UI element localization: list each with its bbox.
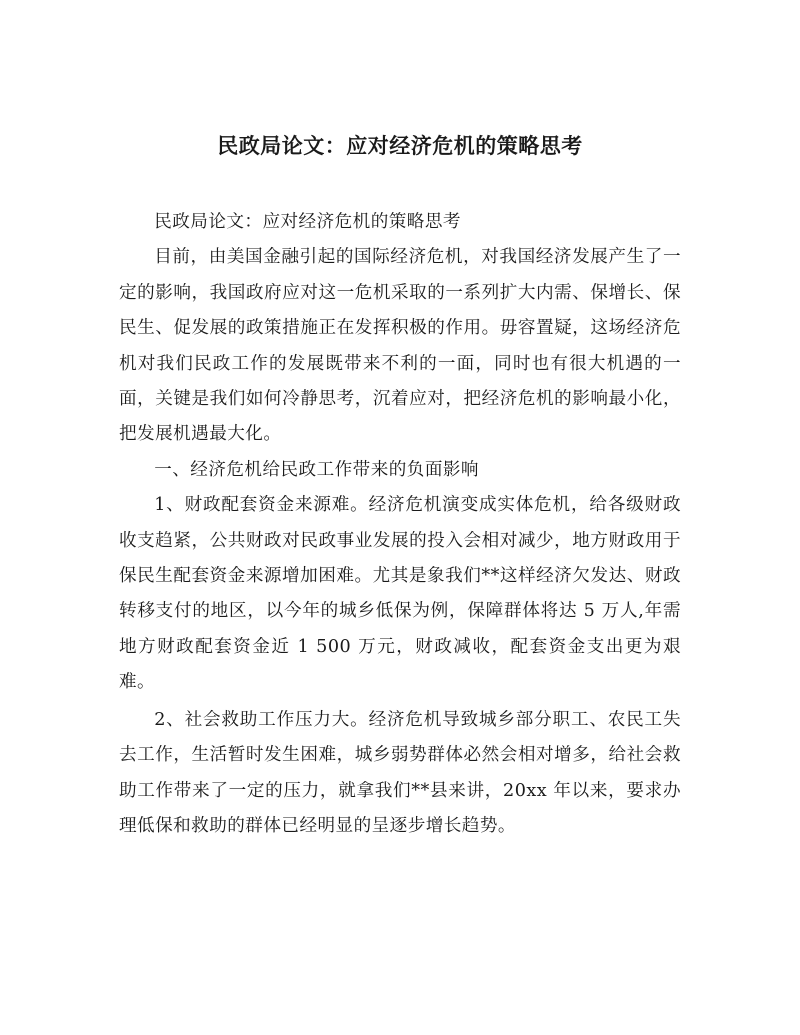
paragraph-intro: 目前，由美国金融引起的国际经济危机，对我国经济发展产生了一定的影响，我国政府应对这一危机采取的一系列扩大内需、保增长、保民生、促发展的政策措施正在发挥积极的作用。毋容置疑，这场经济危机对我们民政工作的发展既带来不利的一面，同时也有很大机遇的一面，关键是我们如何冷静思考，沉着应对，把经济危机的影响最小化，把发展机遇最大化。 [119,247,681,445]
document-body [119,205,681,844]
paragraph-point-1: 1、财政配套资金来源难。经济危机演变成实体危机，给各级财政收支趋紧，公共财政对民政事业发展的投入会相对减少，地方财政用于保民生配套资金来源增加困难。尤其是象我们**这样经济欠发达、财政转移支付的地区，以今年的城乡低保为例，保障群体将达 5 万人,年需地方财政配套资金近 1 500 万元，财政减收，配套资金支出更为艰难。 [119,495,681,693]
paragraph-point-2: 2、社会救助工作压力大。经济危机导致城乡部分职工、农民工失去工作，生活暂时发生困难，城乡弱势群体必然会相对增多，给社会救助工作带来了一定的压力，就拿我们**县来讲，20xx 年以来，要求办理低保和救助的群体已经明显的呈逐步增长趋势。 [119,709,681,836]
section-heading-negative-impacts: 一、经济危机给民政工作带来的负面影响 [154,459,479,480]
paragraph-subtitle: 民政局论文：应对经济危机的策略思考 [154,212,461,232]
document-title: 民政局论文：应对经济危机的策略思考 [217,134,583,158]
